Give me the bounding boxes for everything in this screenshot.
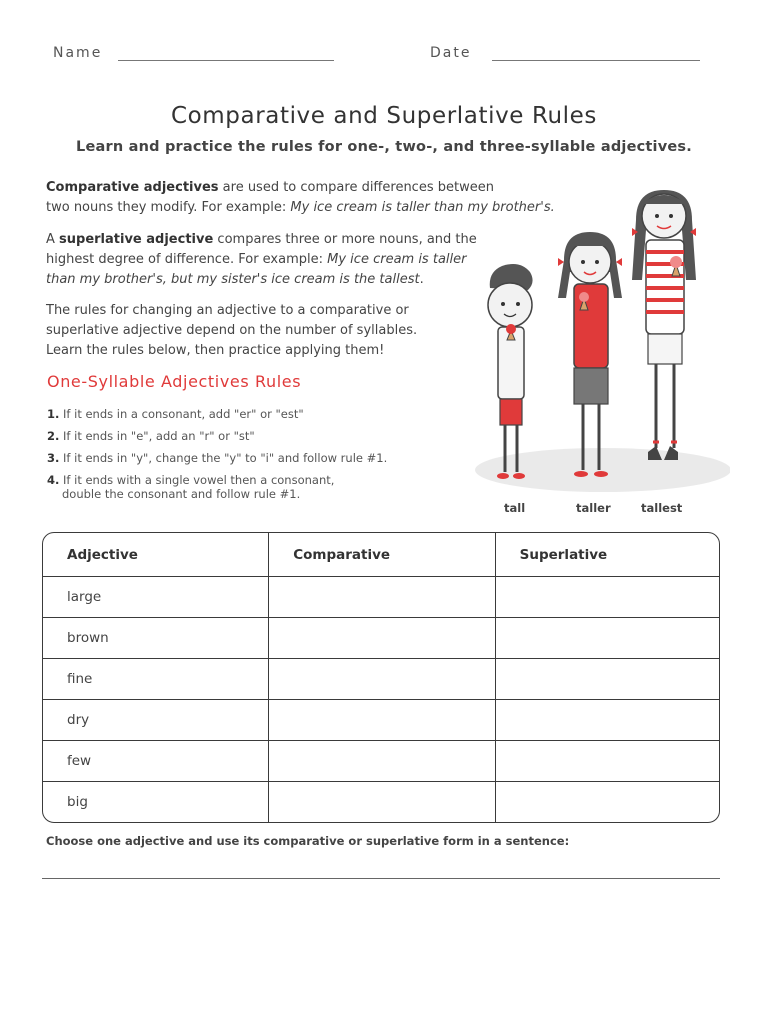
comparative-term: Comparative adjectives	[46, 180, 219, 195]
superlative-term: superlative adjective	[59, 232, 214, 247]
table-row	[43, 741, 719, 782]
date-label: Date	[430, 45, 472, 61]
adjective-cell: big	[43, 782, 269, 822]
caption-tall: tall	[504, 501, 526, 515]
rule-item: 3. If it ends in "y", change the "y" to "i" and follow rule #1.	[47, 451, 388, 465]
date-field[interactable]	[492, 60, 700, 61]
comparative-answer-cell[interactable]	[269, 741, 495, 782]
superlative-answer-cell[interactable]	[496, 659, 719, 700]
name-label: Name	[53, 45, 103, 61]
name-field[interactable]	[118, 60, 334, 61]
table-header-row	[43, 533, 719, 577]
child-taller-figure	[558, 232, 622, 477]
caption-taller: taller	[576, 501, 611, 515]
adjective-table	[42, 532, 720, 823]
rule-item: 4. If it ends with a single vowel then a consonant, double the consonant and follow rule #1.	[47, 473, 335, 501]
comparative-answer-cell[interactable]	[269, 618, 495, 659]
adjective-cell: large	[43, 577, 269, 618]
table-row	[43, 577, 719, 618]
rule-item: 1. If it ends in a consonant, add "er" or "est"	[47, 407, 304, 421]
adjective-cell: dry	[43, 700, 269, 741]
sentence-answer-line[interactable]	[42, 878, 720, 879]
header-superlative: Superlative	[496, 533, 719, 577]
superlative-example: My ice cream is taller	[327, 252, 467, 267]
comparative-example: My ice cream is taller than my brother's.	[290, 200, 555, 215]
superlative-answer-cell[interactable]	[496, 577, 719, 618]
children-illustration	[468, 180, 730, 520]
superlative-answer-cell[interactable]	[496, 618, 719, 659]
page-title: Comparative and Superlative Rules	[170, 103, 598, 129]
comparative-answer-cell[interactable]	[269, 577, 495, 618]
adjective-cell: fine	[43, 659, 269, 700]
ground-shadow	[475, 448, 730, 492]
header-adjective: Adjective	[43, 533, 269, 577]
superlative-answer-cell[interactable]	[496, 700, 719, 741]
rules-intro-paragraph: The rules for changing an adjective to a comparative or superlative adjective depend on the number of syllables. Learn the rules below, then practice applying them!	[46, 303, 418, 358]
caption-tallest: tallest	[641, 501, 683, 515]
table-row	[43, 659, 719, 700]
comparative-answer-cell[interactable]	[269, 659, 495, 700]
superlative-answer-cell[interactable]	[496, 782, 719, 822]
rule-item: 2. If it ends in "e", add an "r" or "st"	[47, 429, 255, 443]
superlative-answer-cell[interactable]	[496, 741, 719, 782]
adjective-cell: brown	[43, 618, 269, 659]
child-tallest-figure	[632, 190, 696, 460]
sentence-prompt: Choose one adjective and use its comparative or superlative form in a sentence:	[46, 834, 570, 848]
table-row	[43, 782, 719, 822]
table-row	[43, 618, 719, 659]
comparative-answer-cell[interactable]	[269, 700, 495, 741]
adjective-cell: few	[43, 741, 269, 782]
child-tall-figure	[488, 264, 533, 479]
comparative-answer-cell[interactable]	[269, 782, 495, 822]
rules-heading: One-Syllable Adjectives Rules	[47, 372, 302, 391]
superlative-paragraph: A superlative adjective compares three or more nouns, and the highest degree of difference. For example: My ice cream is taller than my brother's, but my sister's ice cream is the tallest.	[46, 232, 477, 287]
comparative-paragraph: Comparative adjectives are used to compare differences between two nouns they modify. For example: My ice cream is taller than my brother's.	[46, 180, 555, 215]
table-row	[43, 700, 719, 741]
header-comparative: Comparative	[269, 533, 495, 577]
page-subtitle: Learn and practice the rules for one-, two-, and three-syllable adjectives.	[76, 139, 692, 155]
